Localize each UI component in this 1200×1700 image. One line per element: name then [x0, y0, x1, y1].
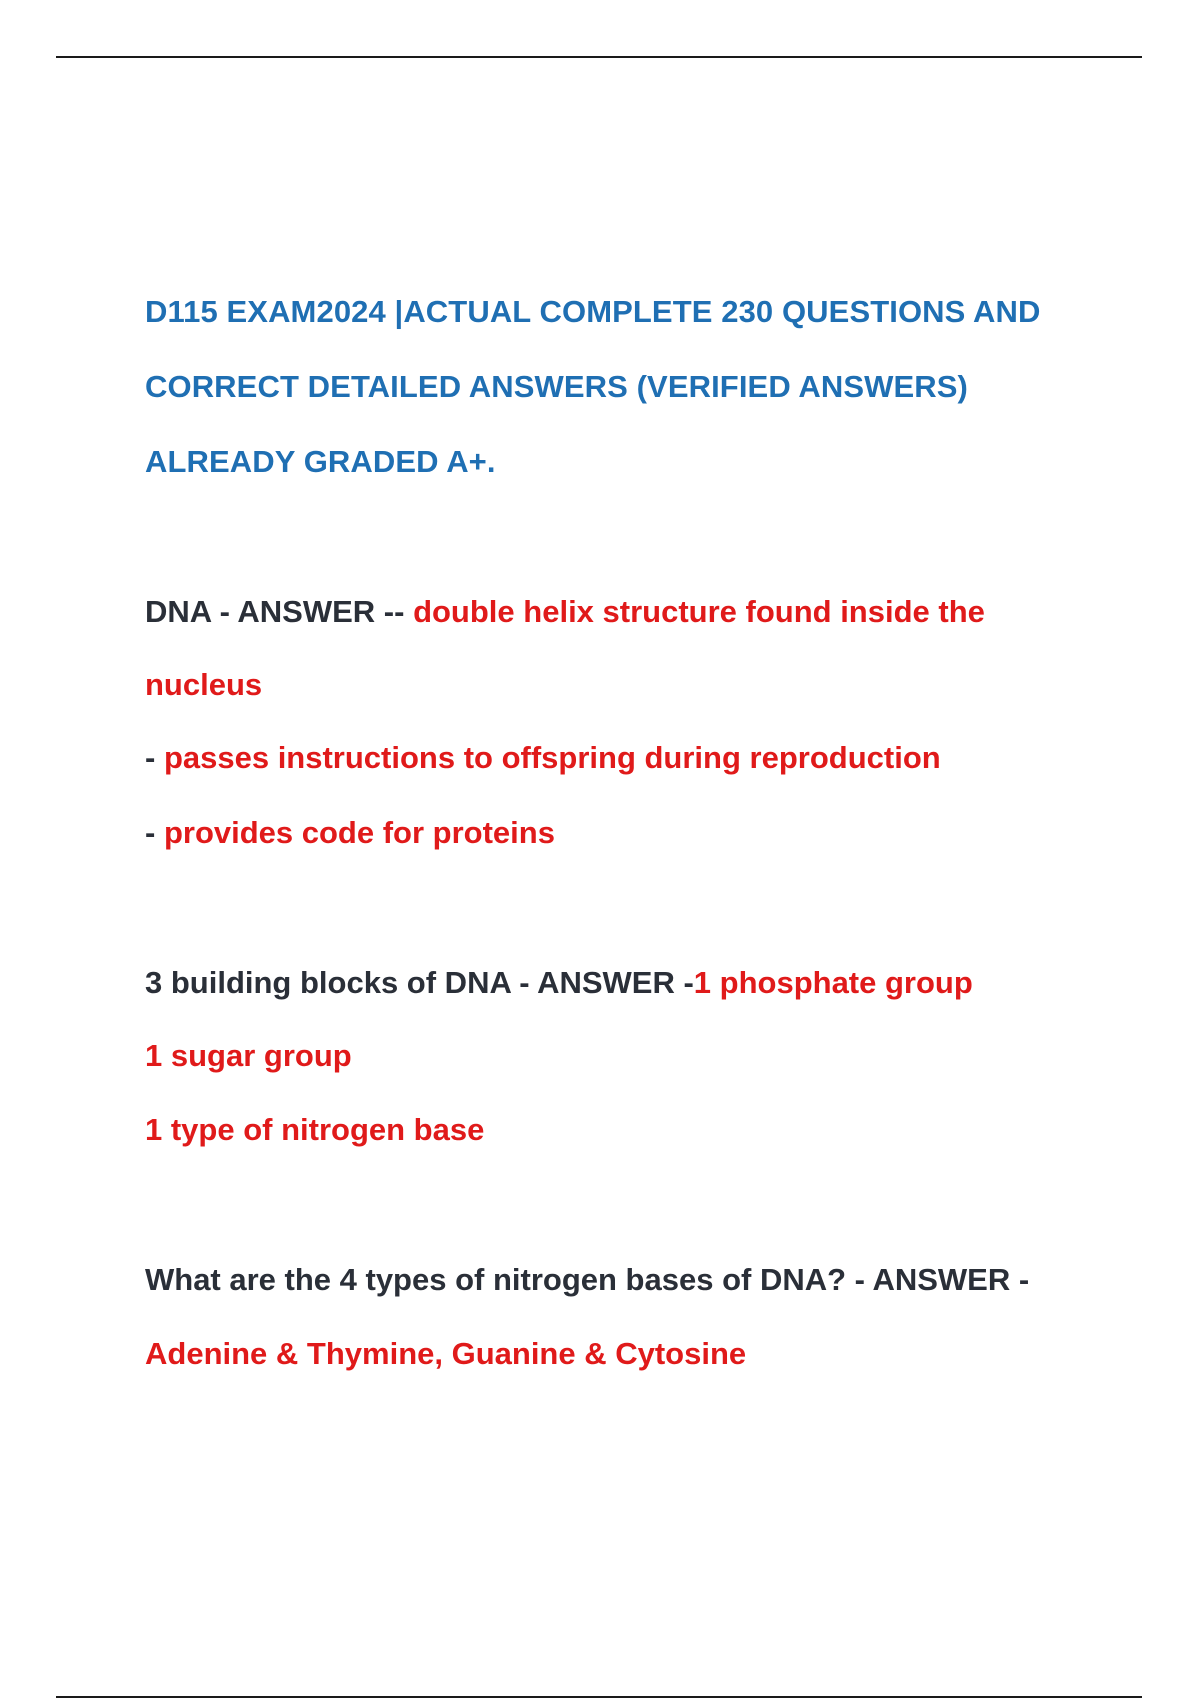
bullet-dash: -	[145, 740, 164, 775]
footer-rule	[56, 1696, 1142, 1698]
bullet-text: passes instructions to offspring during reproduction	[163, 740, 941, 775]
qa-line	[145, 963, 973, 1003]
bullet-dash: -	[145, 815, 164, 850]
question-text: DNA - ANSWER --	[145, 594, 414, 629]
header-rule	[56, 56, 1142, 58]
question-text: 3 building blocks of DNA - ANSWER -	[145, 965, 694, 1000]
answer-bullet	[145, 738, 941, 778]
answer-text: 1 phosphate group	[693, 965, 973, 1000]
question-text: What are the 4 types of nitrogen bases of DNA? - ANSWER -	[145, 1262, 1030, 1297]
title-line-3: ALREADY GRADED A+.	[145, 444, 496, 479]
title-line-1: D115 EXAM2024 |ACTUAL COMPLETE 230 QUESTIONS AND	[145, 294, 1041, 329]
answer-text: Adenine & Thymine, Guanine & Cytosine	[145, 1336, 747, 1371]
bullet-text: provides code for proteins	[163, 815, 555, 850]
answer-bullet	[145, 813, 555, 853]
answer-text: nucleus	[145, 667, 263, 702]
answer-text: double helix structure found inside the	[413, 594, 985, 629]
answer-text: 1 sugar group	[145, 1038, 352, 1073]
qa-line	[145, 592, 985, 632]
title-line-2: CORRECT DETAILED ANSWERS (VERIFIED ANSWERS)	[145, 369, 968, 404]
answer-text: 1 type of nitrogen base	[145, 1112, 485, 1147]
